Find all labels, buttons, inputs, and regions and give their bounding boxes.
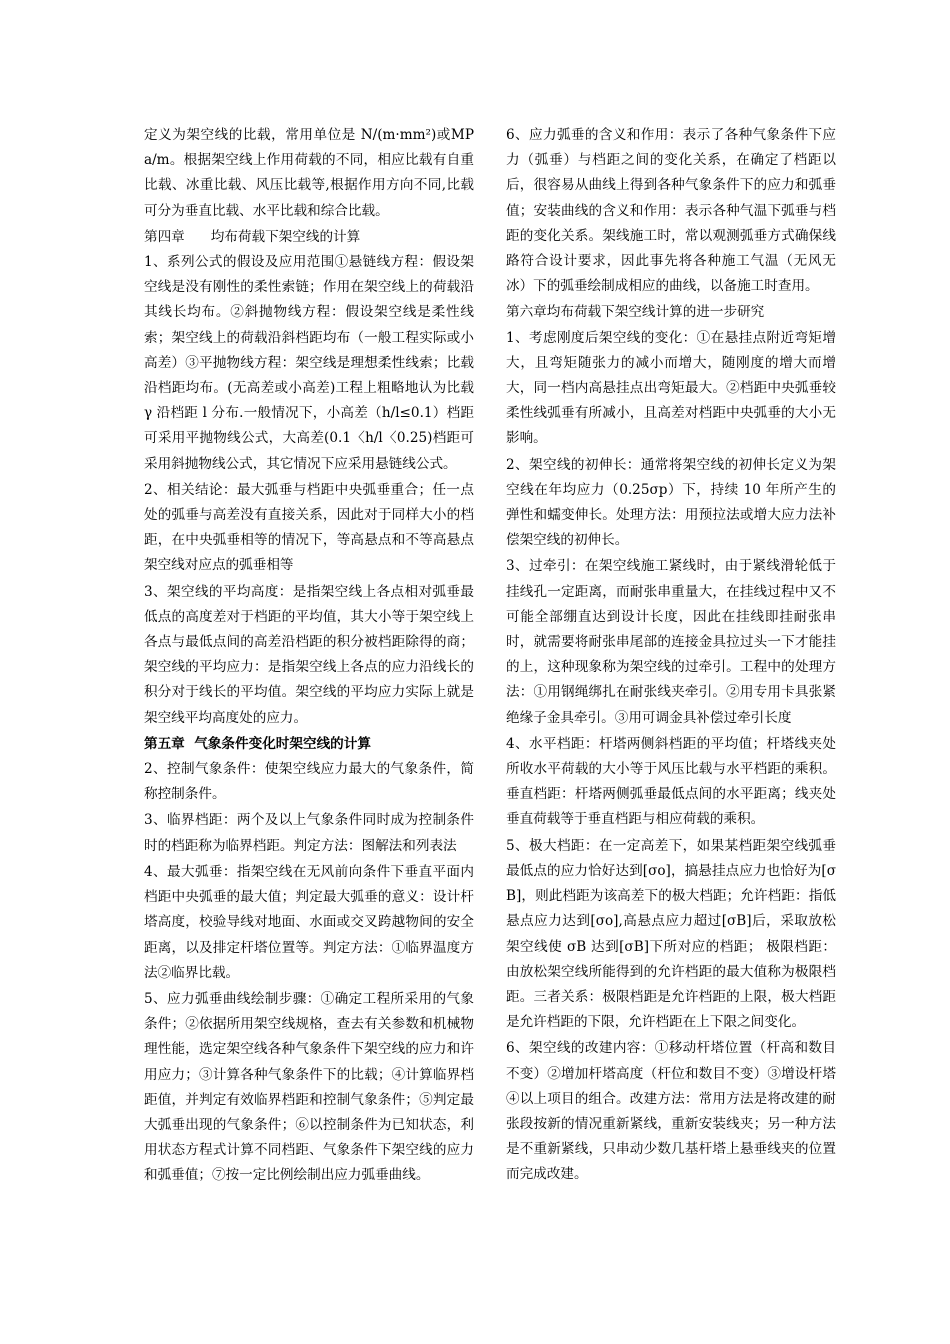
paragraph-over-traction: 3、过牵引：在架空线施工紧线时，由于紧线滑轮低于挂线孔一定距离，而耐张串重量大，在挂线过程中又不可能全部绷直达到设计长度，因此在挂线即挂耐张串时，就需要将耐张串尾部的连接金具拉过头一下才能挂的上，这种现象称为架空线的过牵引。工程中的处理方法：①用钢绳绑扎在耐张线夹牵引。②用专用卡具张紧绝缘子金具牵引。③用可调金具补偿过牵引长度 (506, 558, 836, 726)
paragraph-control-conditions: 2、控制气象条件：使架空线应力最大的气象条件，简称控制条件。 (144, 761, 474, 803)
paragraph-stress-sag-meaning: 6、应力弧垂的含义和作用：表示了各种气象条件下应力（弧垂）与档距之间的变化关系，在确定了档距以后，很容易从曲线上得到各种气象条件下的应力和弧垂值；安装曲线的含义和作用：表示各种气温下弧垂与档距的变化关系。架线施工时，常以观测弧垂方式确保线路符合设计要求，因此事先将各种施工气温（无风无冰）下的弧垂绘制成相应的曲线，以备施工时查用。 (506, 127, 836, 295)
paragraph-stress-sag-curve-steps: 5、应力弧垂曲线绘制步骤：①确定工程所采用的气象条件；②依据所用架空线规格，查去有关参数和机械物理性能，选定架空线各种气象条件下架空线的应力和许用应力；③计算各种气象条件下的比载；④计算临界档距值，并判定有效临界档距和控制气象条件；⑤判定最大弧垂出现的气象条件；⑥以控制条件为已知状态，利用状态方程式计算不同档距、气象条件下架空线的应力和弧垂值；⑦按一定比例绘制出应力弧垂曲线。 (144, 990, 474, 1184)
paragraph-reconstruction: 6、架空线的改建内容：①移动杆塔位置（杆高和数目不变）②增加杆塔高度（杆位和数目不变）③增设杆塔④以上项目的组合。改建方法：常用方法是将改建的耐张段按新的情况重新紧线，重新安装线夹；另一种方法是不重新紧线，只串动少数几基杆塔上悬垂线夹的位置而完成改建。 (506, 1040, 836, 1183)
paragraph-critical-span: 3、临界档距：两个及以上气象条件同时成为控制条件时的档距称为临界档距。判定方法：图解法和列表法 (144, 812, 474, 854)
paragraph-max-sag: 4、最大弧垂：指架空线在无风前向条件下垂直平面内档距中央弧垂的最大值；判定最大弧垂的意义：设计杆塔高度，校验导线对地面、水面或交叉跨越物间的安全距离，以及排定杆塔位置等。判定方法：①临界温度方法②临界比载。 (144, 863, 474, 981)
paragraph-formula-assumptions: 1、系列公式的假设及应用范围①悬链线方程：假设架空线是没有刚性的柔性索链；作用在架空线上的荷载沿其线长均布。②斜抛物线方程：假设架空线是柔性线索；架空线上的荷载沿斜档距均布（一般工程实际或小高差）③平抛物线方程：架空线是理想柔性线索；比载沿档距均布。(无高差或小高差)工程上粗略地认为比载 γ 沿档距 l 分布.一般情况下，小高差（h/l≤0.1）档距可采用平抛物线公式，大高差(0.1〈h/l〈0.25)档距可采用斜抛物线公式，其它情况下应采用悬链线公式。 (144, 254, 474, 472)
paragraph-related-conclusions: 2、相关结论：最大弧垂与档距中央弧垂重合；任一点处的弧垂与高差没有直接关系，因此对于同样大小的档距，在中央弧垂相等的情况下，等高悬点和不等高悬点架空线对应点的弧垂相等 (144, 481, 474, 574)
chapter-5-heading: 第五章 气象条件变化时架空线的计算 (144, 735, 371, 752)
left-column (144, 123, 474, 1190)
paragraph-horizontal-span: 4、水平档距：杆塔两侧斜档距的平均值；杆塔线夹处所收水平荷载的大小等于风压比载与水平档距的乘积。垂直档距：杆塔两侧弧垂最低点间的水平距离；线夹处垂直荷载等于垂直档距与相应荷载的乘积。 (506, 735, 836, 828)
paragraph-stiffness-effects: 1、考虑刚度后架空线的变化：①在悬挂点附近弯矩增大，且弯矩随张力的减小而增大，随刚度的增大而增大，同一档内高悬挂点出弯矩最大。②档距中央弧垂较柔性线弧垂有所减小，且高差对档距中央弧垂的大小无影响。 (506, 329, 836, 447)
paragraph-initial-elongation: 2、架空线的初伸长：通常将架空线的初伸长定义为架空线在年均应力（0.25σp）下，持续 10 年所产生的弹性和蠕变伸长。处理方法：用预拉法或增大应力法补偿架空线的初伸长。 (506, 456, 836, 549)
paragraph-specific-load-definition: 定义为架空线的比载，常用单位是 N/(m·mm²)或MPa/m。根据架空线上作用荷载的不同，相应比载有自重比载、冰重比载、风压比载等,根据作用方向不同,比载可分为垂直比载、水平比载和综合比载。 (144, 127, 474, 219)
paragraph-maximum-span: 5、极大档距：在一定高差下，如果某档距架空线弧垂最低点的应力恰好达到[σo]，搞悬挂点应力也恰好为[σB]，则此档距为该高差下的极大档距；允许档距：指低悬点应力达到[σo],高悬点应力超过[σB]后，采取放松架空线使 σB 达到[σB]下所对应的档距； 极限档距：由放松架空线所能得到的允许档距的最大值称为极限档距。三者关系：极限档距是允许档距的上限，极大档距是允许档距的下限，允许档距在上下限之间变化。 (506, 837, 836, 1031)
paragraph-average-height: 3、架空线的平均高度：是指架空线上各点相对弧垂最低点的高度差对于档距的平均值，其大小等于架空线上各点与最低点间的高差沿档距的积分被档距除得的商；架空线的平均应力：是指架空线上各点的应力沿线长的积分对于线长的平均值。架空线的平均应力实际上就是架空线平均高度处的应力。 (144, 583, 474, 726)
chapter-6-heading: 第六章均布荷载下架空线计算的进一步研究 (506, 304, 765, 321)
right-column (506, 123, 836, 1189)
chapter-4-heading: 第四章 均布荷载下架空线的计算 (144, 228, 361, 245)
